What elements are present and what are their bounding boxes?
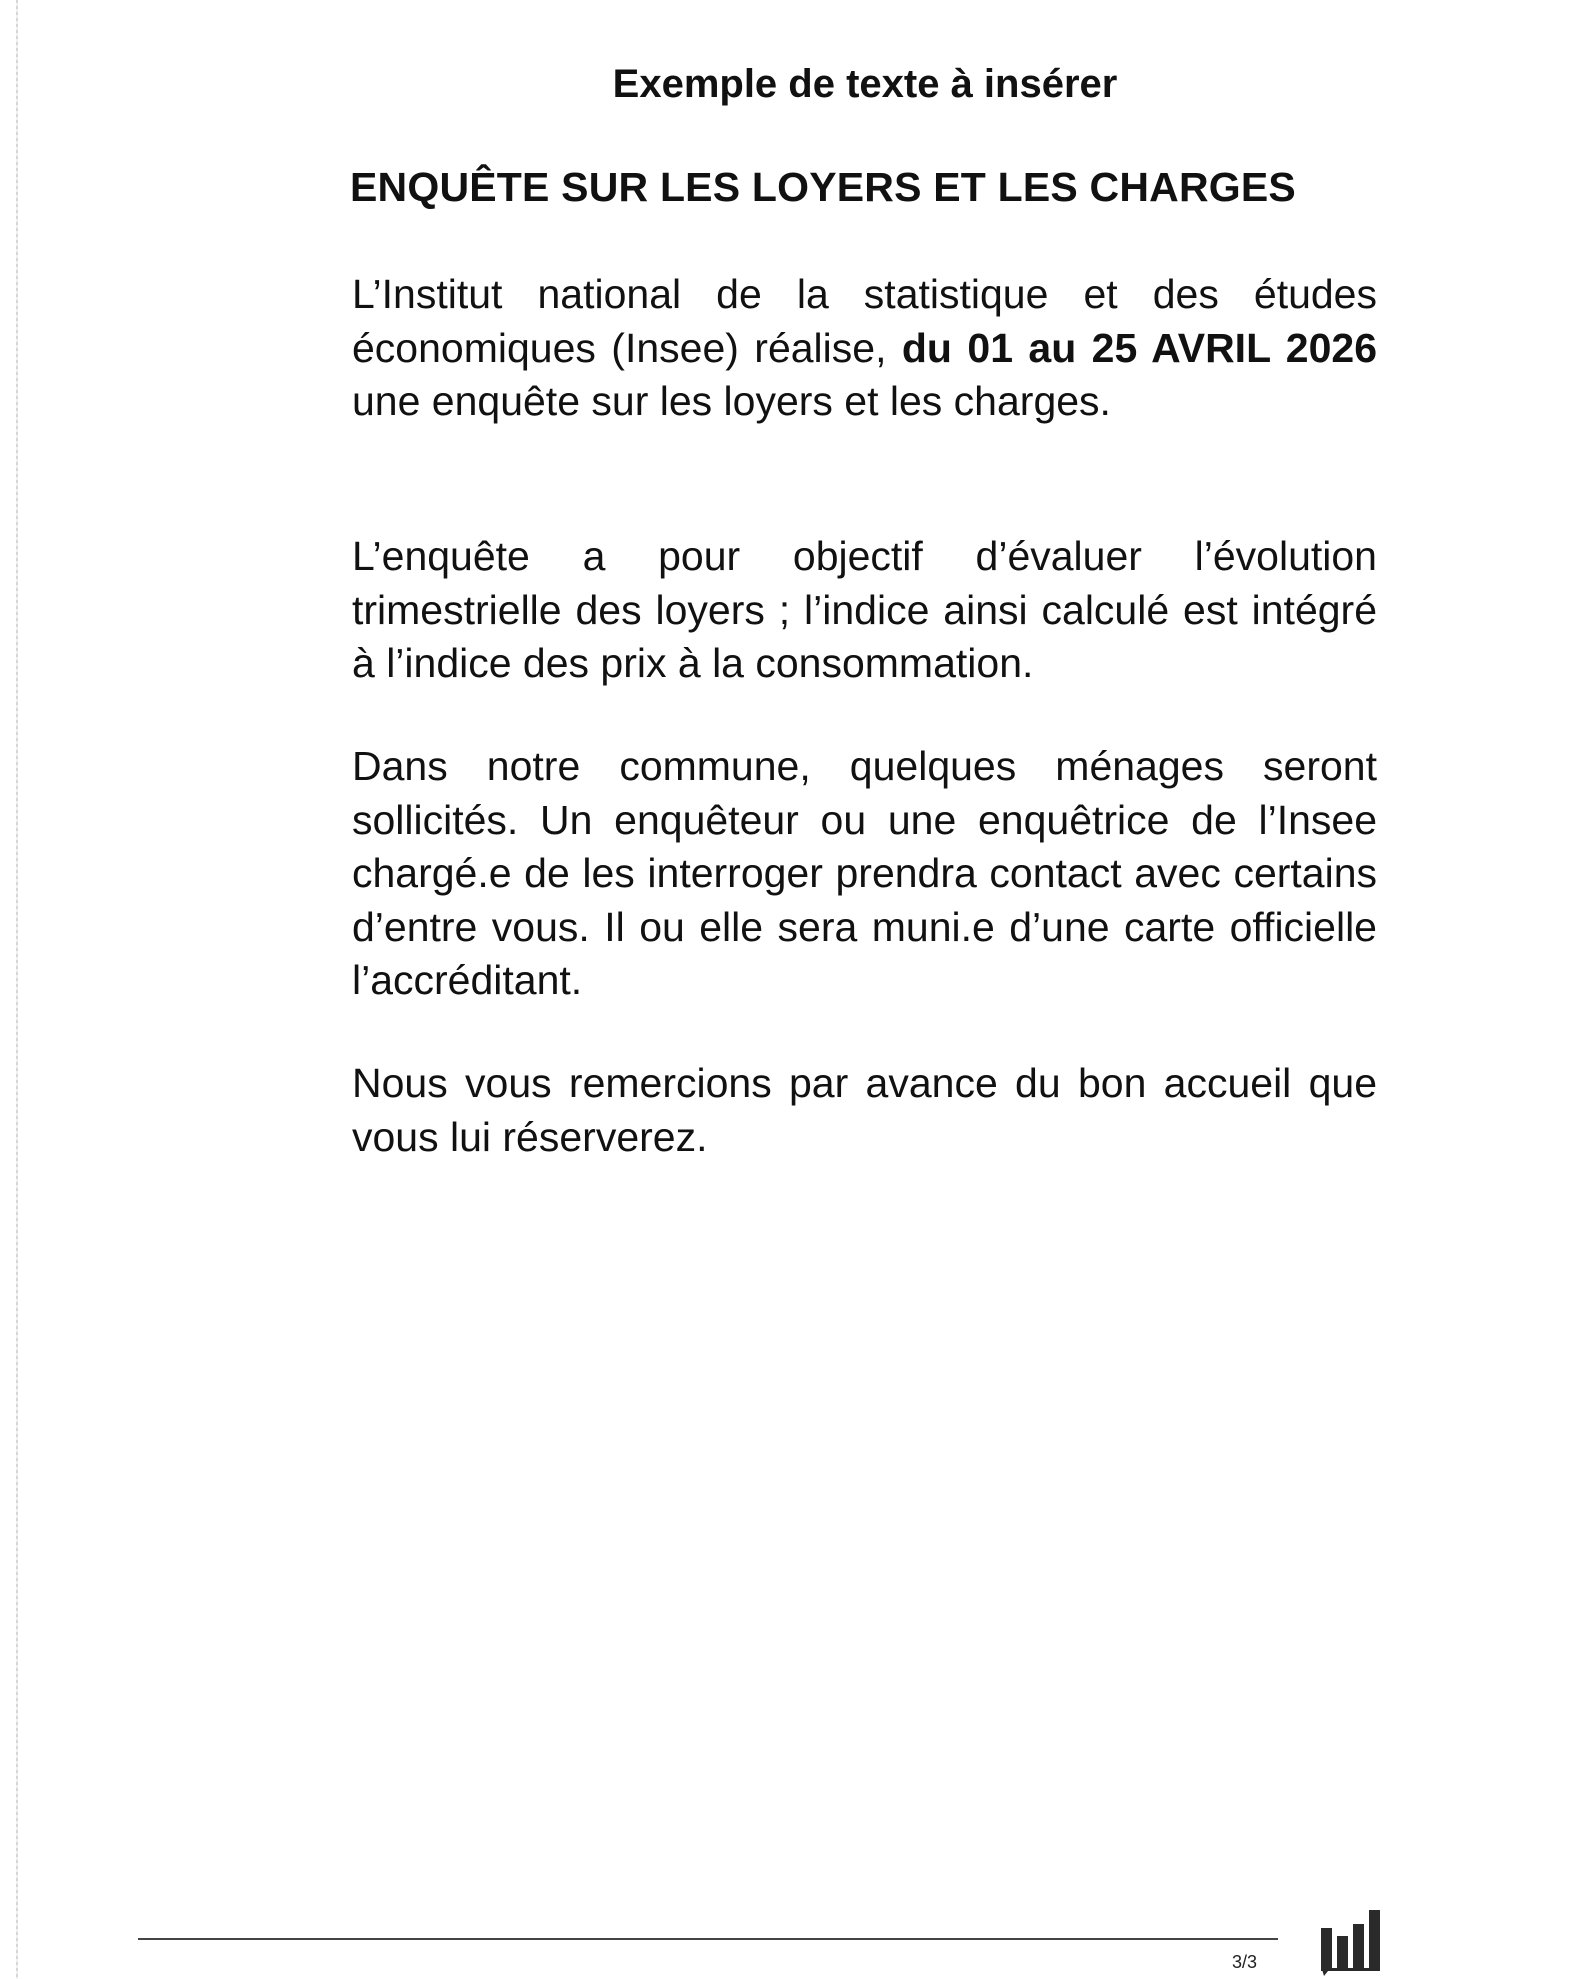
footer-rule	[138, 1938, 1278, 1940]
paragraph-objective: L’enquête a pour objectif d’évaluer l’évolution trimestrielle des loyers ; l’indice ainsi calculé est intégré à l’indice des prix à la consommation.	[352, 533, 1377, 686]
page-number: 3/3	[1232, 1952, 1258, 1972]
paragraph-households: Dans notre commune, quelques ménages seront sollicités. Un enquêteur ou une enquêtrice de l’Insee chargé.e de les interroger prendra contact avec certains d’entre vous. Il ou elle sera muni.e d’une carte officielle l’accréditant.	[352, 743, 1377, 1003]
survey-dates: du 01 au 25 AVRIL 2026	[901, 324, 1377, 371]
paragraph-intro	[352, 268, 1377, 429]
document-label: Exemple de texte à insérer	[612, 62, 1118, 106]
document-title: ENQUÊTE SUR LES LOYERS ET LES CHARGES	[350, 164, 1296, 210]
paragraph-intro-end: une enquête sur les loyers et les charges.	[352, 378, 1111, 424]
paragraph-intro-start: L’Institut national de la statistique et des études économiques (Insee) réalise,	[352, 271, 1377, 371]
paragraph-thanks: Nous vous remercions par avance du bon accueil que vous lui réserverez.	[352, 1060, 1377, 1160]
insee-logo-icon	[1318, 1906, 1384, 1976]
